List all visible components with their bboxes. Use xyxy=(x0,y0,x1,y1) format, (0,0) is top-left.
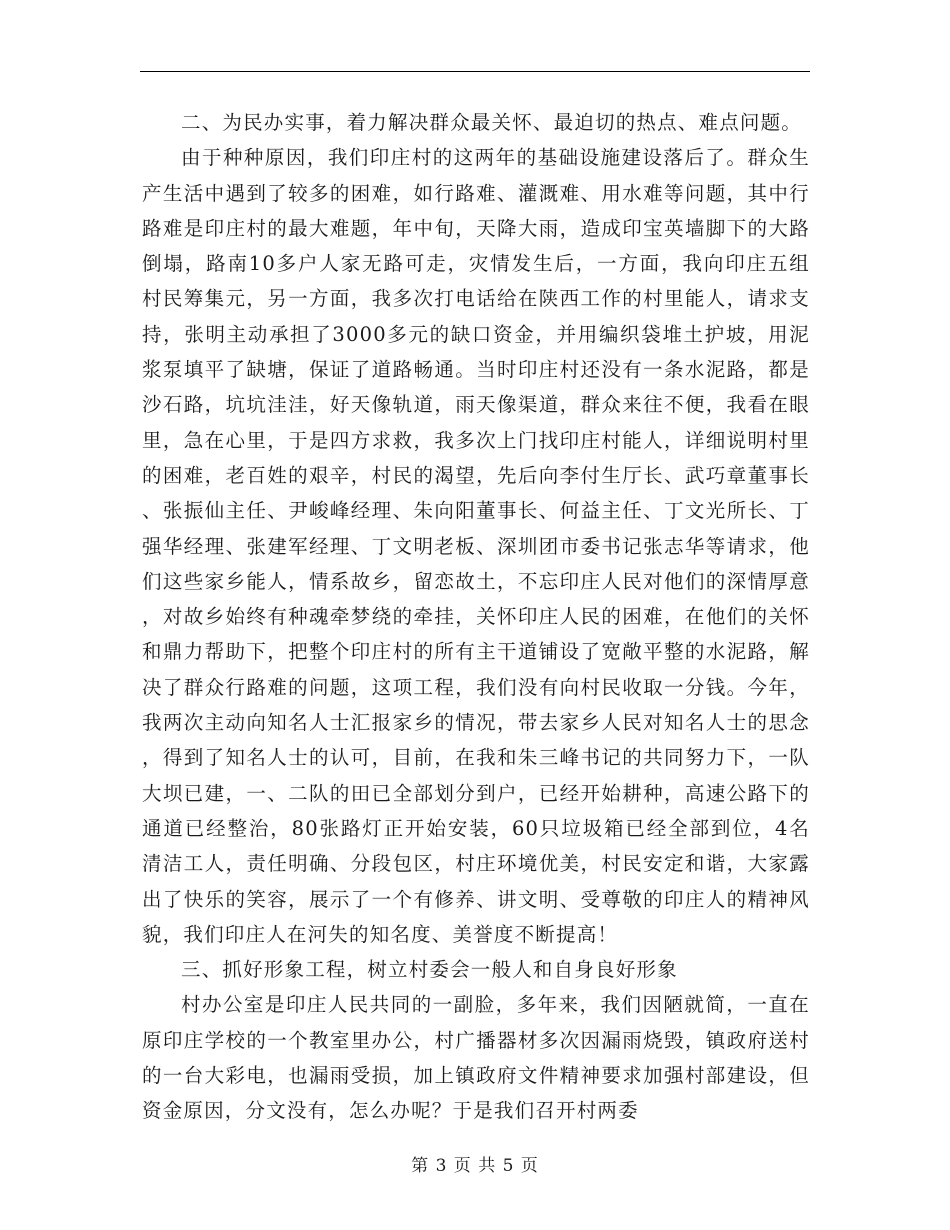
header-rule xyxy=(140,71,810,72)
body-paragraph: 由于种种原因，我们印庄村的这两年的基础设施建设落后了。群众生产生活中遇到了较多的困难，如行路难、灌溉难、用水难等问题，其中行路难是印庄村的最大难题，年中旬，天降大雨，造成印宝英墙脚下的大路倒塌，路南10多户人家无路可走，灾情发生后，一方面，我向印庄五组村民筹集元，另一方面，我多次打电话给在陕西工作的村里能人，请求支持，张明主动承担了3000多元的缺口资金，并用编织袋堆土护坡，用泥浆泵填平了缺塘，保证了道路畅通。当时印庄村还没有一条水泥路，都是沙石路，坑坑洼洼，好天像轨道，雨天像渠道，群众来往不便，我看在眼里，急在心里，于是四方求救，我多次上门找印庄村能人，详细说明村里的困难，老百姓的艰辛，村民的渴望，先后向李付生厅长、武巧章董事长、张振仙主任、尹峻峰经理、朱向阳董事长、何益主任、丁文光所长、丁强华经理、张建军经理、丁文明老板、深圳团市委书记张志华等请求，他们这些家乡能人，情系故乡，留恋故土，不忘印庄人民对他们的深情厚意，对故乡始终有种魂牵梦绕的牵挂，关怀印庄人民的困难，在他们的关怀和鼎力帮助下，把整个印庄村的所有主干道铺设了宽敞平整的水泥路，解决了群众行路难的问题，这项工程，我们没有向村民收取一分钱。今年，我两次主动向知名人士汇报家乡的情况，带去家乡人民对知名人士的思念，得到了知名人士的认可，目前，在我和朱三峰书记的共同努力下，一队大坝已建，一、二队的田已全部划分到户，已经开始耕种，高速公路下的通道已经整治，80张路灯正开始安装，60只垃圾箱已经全部到位，4名清洁工人，责任明确、分段包区，村庄环境优美，村民安定和谐，大家露出了快乐的笑容，展示了一个有修养、讲文明、受尊敬的印庄人的精神风貌，我们印庄人在河失的知名度、美誉度不断提高！ xyxy=(142,146,810,946)
page-footer: 第 3 页 共 5 页 xyxy=(411,1156,539,1176)
heading-section-three: 三、抓好形象工程，树立村委会一般人和自身良好形象 xyxy=(181,958,678,982)
heading-section-two: 二、为民办实事，着力解决群众最关怀、最迫切的热点、难点问题。 xyxy=(181,111,803,134)
document-body xyxy=(142,105,810,1129)
body-paragraph: 村办公室是印庄人民共同的一副脸，多年来，我们因陋就简，一直在原印庄学校的一个教室里办公，村广播器材多次因漏雨烧毁，镇政府送村的一台大彩电，也漏雨受损，加上镇政府文件精神要求加强村部建设，但资金原因，分文没有，怎么办呢？于是我们召开村两委 xyxy=(142,993,810,1123)
